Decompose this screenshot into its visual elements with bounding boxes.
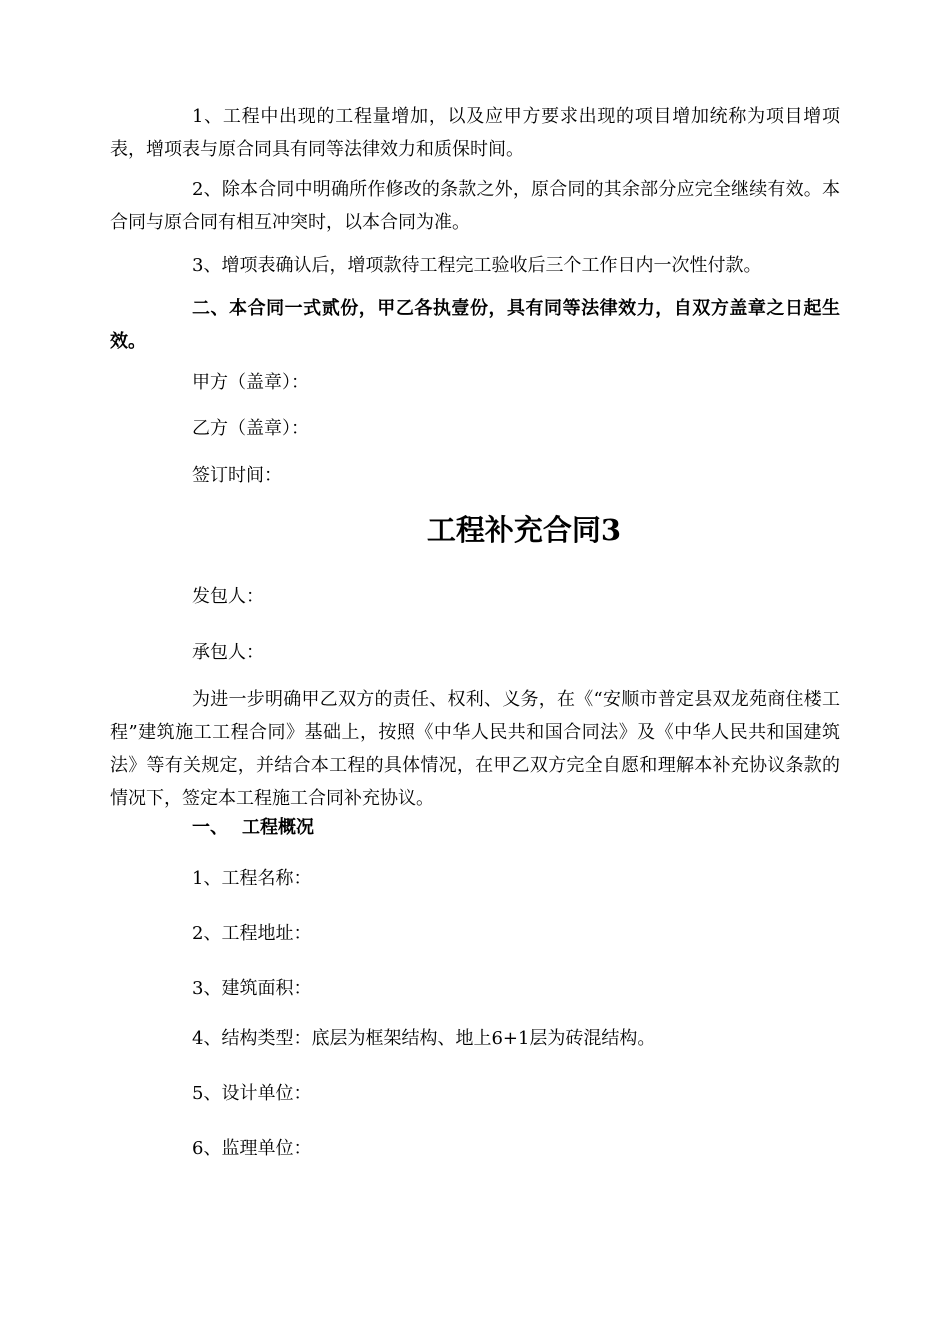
- contract-title: 工程补充合同3: [426, 513, 622, 547]
- section-number: 一、: [192, 817, 228, 838]
- clause-item-2: 2、除本合同中明确所作修改的条款之外，原合同的其余部分应完全继续有效。本合同与原合同有相互冲突时，以本合同为准。: [110, 179, 840, 233]
- party-b-seal: 乙方（盖章）：: [192, 418, 309, 439]
- list-item: 5、设计单位：: [192, 1083, 312, 1104]
- list-item: 2、工程地址：: [192, 923, 312, 944]
- party-a-seal: 甲方（盖章）：: [192, 372, 309, 393]
- clause-item-3: 3、增项表确认后，增项款待工程完工验收后三个工作日内一次性付款。: [192, 255, 762, 276]
- sign-date: 签订时间：: [192, 465, 282, 486]
- contractor-field: 承包人：: [192, 642, 264, 663]
- clause-item-1: 1、工程中出现的工程量增加，以及应甲方要求出现的项目增加统称为项目增项表，增项表与原合同具有同等法律效力和质保时间。: [110, 106, 840, 160]
- preamble-paragraph: 为进一步明确甲乙双方的责任、权利、义务，在《“安顺市普定县双龙苑商住楼工程”建筑施工工程合同》基础上，按照《中华人民共和国合同法》及《中华人民共和国建筑法》等有关规定，并结合本工程的具体情况，在甲乙双方完全自愿和理解本补充协议条款的情况下，签定本工程施工合同补充协议。: [110, 689, 840, 809]
- employer-field: 发包人：: [192, 586, 264, 607]
- section-title: 工程概况: [242, 817, 314, 838]
- list-item: 1、工程名称：: [192, 868, 312, 889]
- section-heading: [192, 813, 314, 843]
- list-item: 6、监理单位：: [192, 1138, 312, 1159]
- list-item: 3、建筑面积：: [192, 978, 312, 999]
- clause-two: 二、本合同一式贰份，甲乙各执壹份，具有同等法律效力，自双方盖章之日起生效。: [110, 298, 840, 352]
- list-item: 4、结构类型：底层为框架结构、地上6+1层为砖混结构。: [192, 1028, 656, 1049]
